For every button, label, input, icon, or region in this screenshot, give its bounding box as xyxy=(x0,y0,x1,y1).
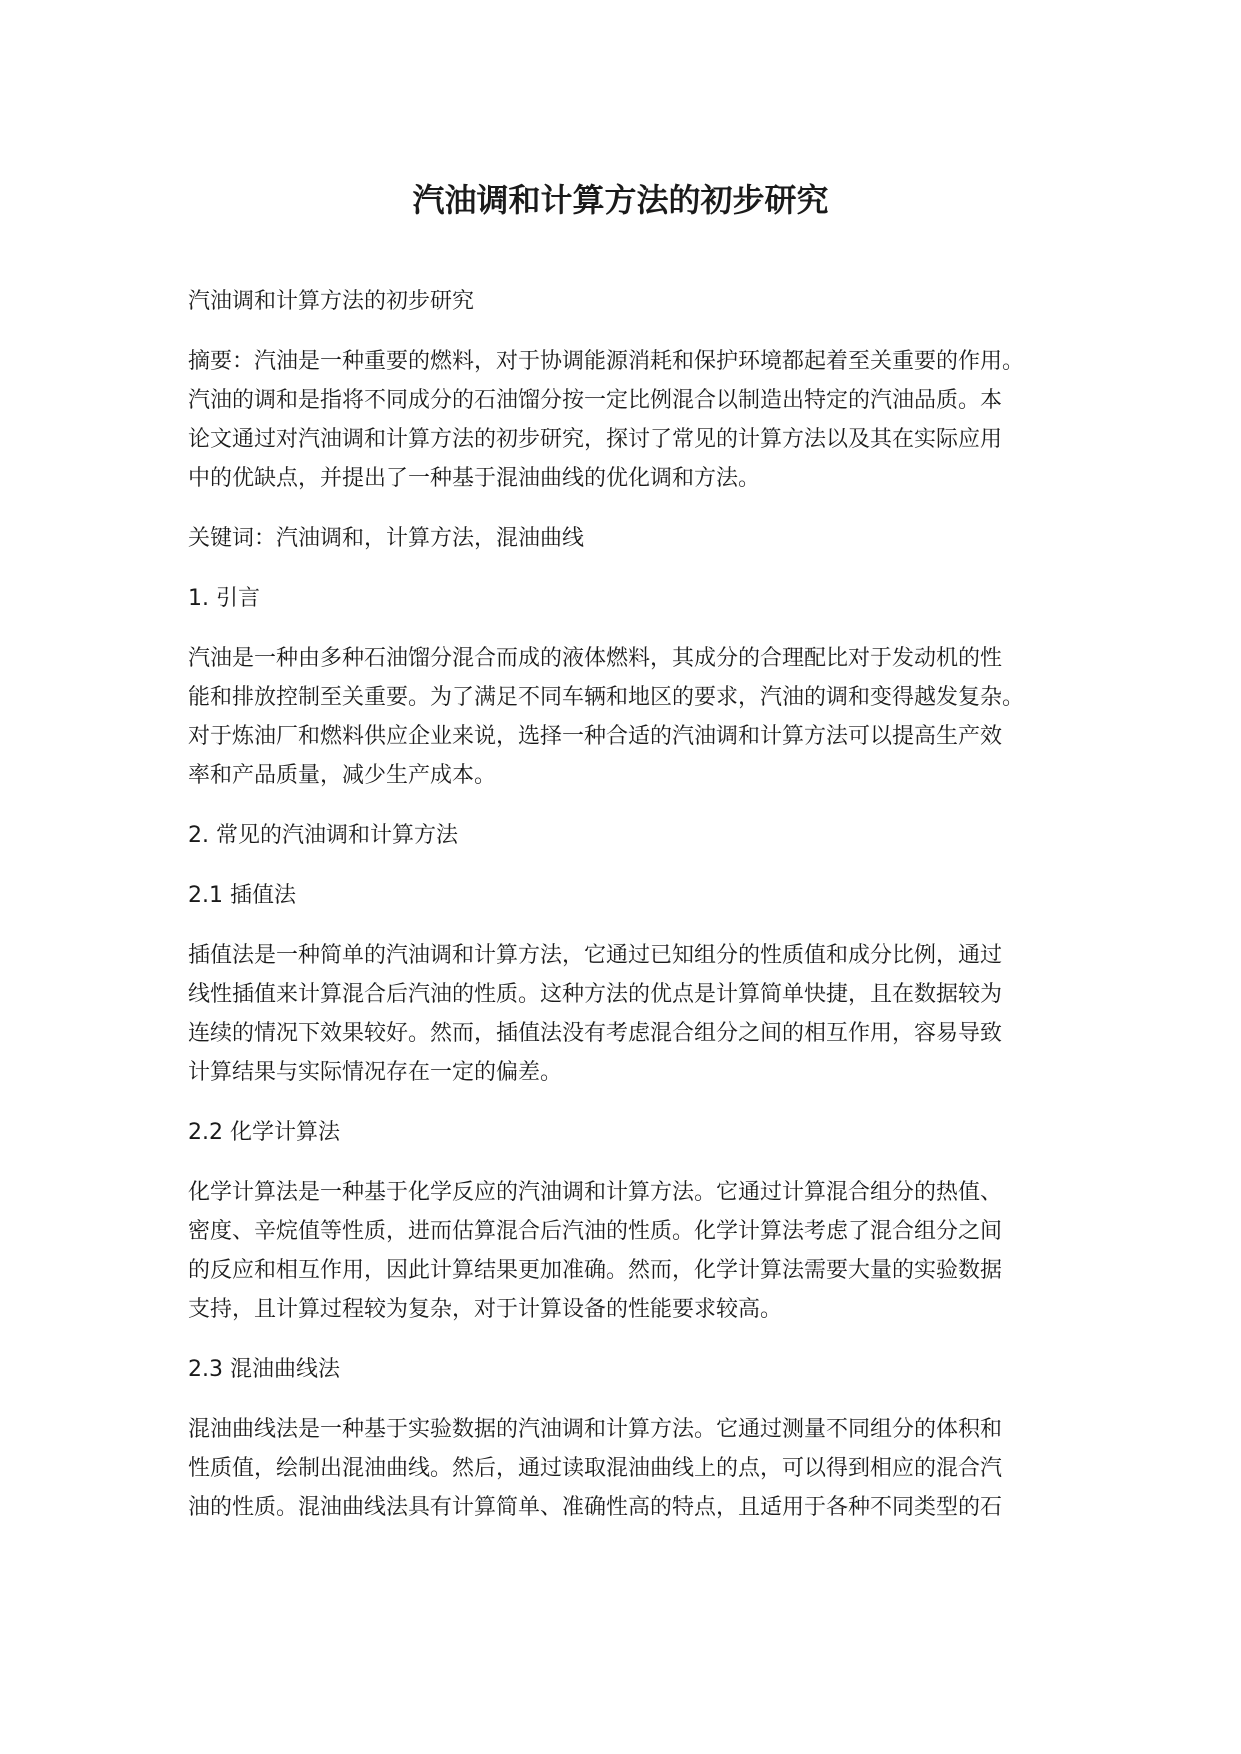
section-1-paragraph xyxy=(188,639,1068,795)
paragraph-line: 对于炼油厂和燃料供应企业来说，选择一种合适的汽油调和计算方法可以提高生产效 xyxy=(188,724,1003,749)
abstract-line: 中的优缺点，并提出了一种基于混油曲线的优化调和方法。 xyxy=(188,466,761,491)
subsection-heading: 2.3 混油曲线法 xyxy=(188,1357,340,1382)
keywords: 关键词：汽油调和，计算方法，混油曲线 xyxy=(188,526,585,551)
section-heading: 2. 常见的汽油调和计算方法 xyxy=(188,823,458,848)
section-heading: 1. 引言 xyxy=(188,586,260,611)
document-body xyxy=(188,282,1068,1548)
abstract-line: 摘要：汽油是一种重要的燃料，对于协调能源消耗和保护环境都起着至关重要的作用。 xyxy=(188,349,1025,374)
paragraph-line: 率和产品质量，减少生产成本。 xyxy=(188,763,497,788)
subtitle: 汽油调和计算方法的初步研究 xyxy=(188,289,475,314)
paragraph-line: 油的性质。混油曲线法具有计算简单、准确性高的特点，且适用于各种不同类型的石 xyxy=(188,1495,1003,1520)
paragraph-line: 计算结果与实际情况存在一定的偏差。 xyxy=(188,1060,563,1085)
paragraph-line: 混油曲线法是一种基于实验数据的汽油调和计算方法。它通过测量不同组分的体积和 xyxy=(188,1417,1003,1442)
subsection-heading: 2.1 插值法 xyxy=(188,883,296,908)
paragraph-line: 连续的情况下效果较好。然而，插值法没有考虑混合组分之间的相互作用，容易导致 xyxy=(188,1021,1003,1046)
paragraph-line: 汽油是一种由多种石油馏分混合而成的液体燃料，其成分的合理配比对于发动机的性 xyxy=(188,646,1003,671)
paragraph-line: 插值法是一种简单的汽油调和计算方法，它通过已知组分的性质值和成分比例，通过 xyxy=(188,943,1003,968)
abstract-paragraph xyxy=(188,342,1068,498)
section-2-1-paragraph xyxy=(188,936,1068,1092)
paragraph-line: 密度、辛烷值等性质，进而估算混合后汽油的性质。化学计算法考虑了混合组分之间 xyxy=(188,1219,1003,1244)
abstract-line: 论文通过对汽油调和计算方法的初步研究，探讨了常见的计算方法以及其在实际应用 xyxy=(188,427,1003,452)
paragraph-line: 支持，且计算过程较为复杂，对于计算设备的性能要求较高。 xyxy=(188,1297,783,1322)
section-2-2-paragraph xyxy=(188,1173,1068,1329)
document-title: 汽油调和计算方法的初步研究 xyxy=(412,181,829,219)
paragraph-line: 的反应和相互作用，因此计算结果更加准确。然而，化学计算法需要大量的实验数据 xyxy=(188,1258,1003,1283)
abstract-line: 汽油的调和是指将不同成分的石油馏分按一定比例混合以制造出特定的汽油品质。本 xyxy=(188,388,1003,413)
paragraph-line: 线性插值来计算混合后汽油的性质。这种方法的优点是计算简单快捷，且在数据较为 xyxy=(188,982,1003,1007)
paragraph-line: 性质值，绘制出混油曲线。然后，通过读取混油曲线上的点，可以得到相应的混合汽 xyxy=(188,1456,1003,1481)
paragraph-line: 能和排放控制至关重要。为了满足不同车辆和地区的要求，汽油的调和变得越发复杂。 xyxy=(188,685,1025,710)
paragraph-line: 化学计算法是一种基于化学反应的汽油调和计算方法。它通过计算混合组分的热值、 xyxy=(188,1180,1003,1205)
subsection-heading: 2.2 化学计算法 xyxy=(188,1120,340,1145)
section-2-3-paragraph xyxy=(188,1410,1068,1527)
